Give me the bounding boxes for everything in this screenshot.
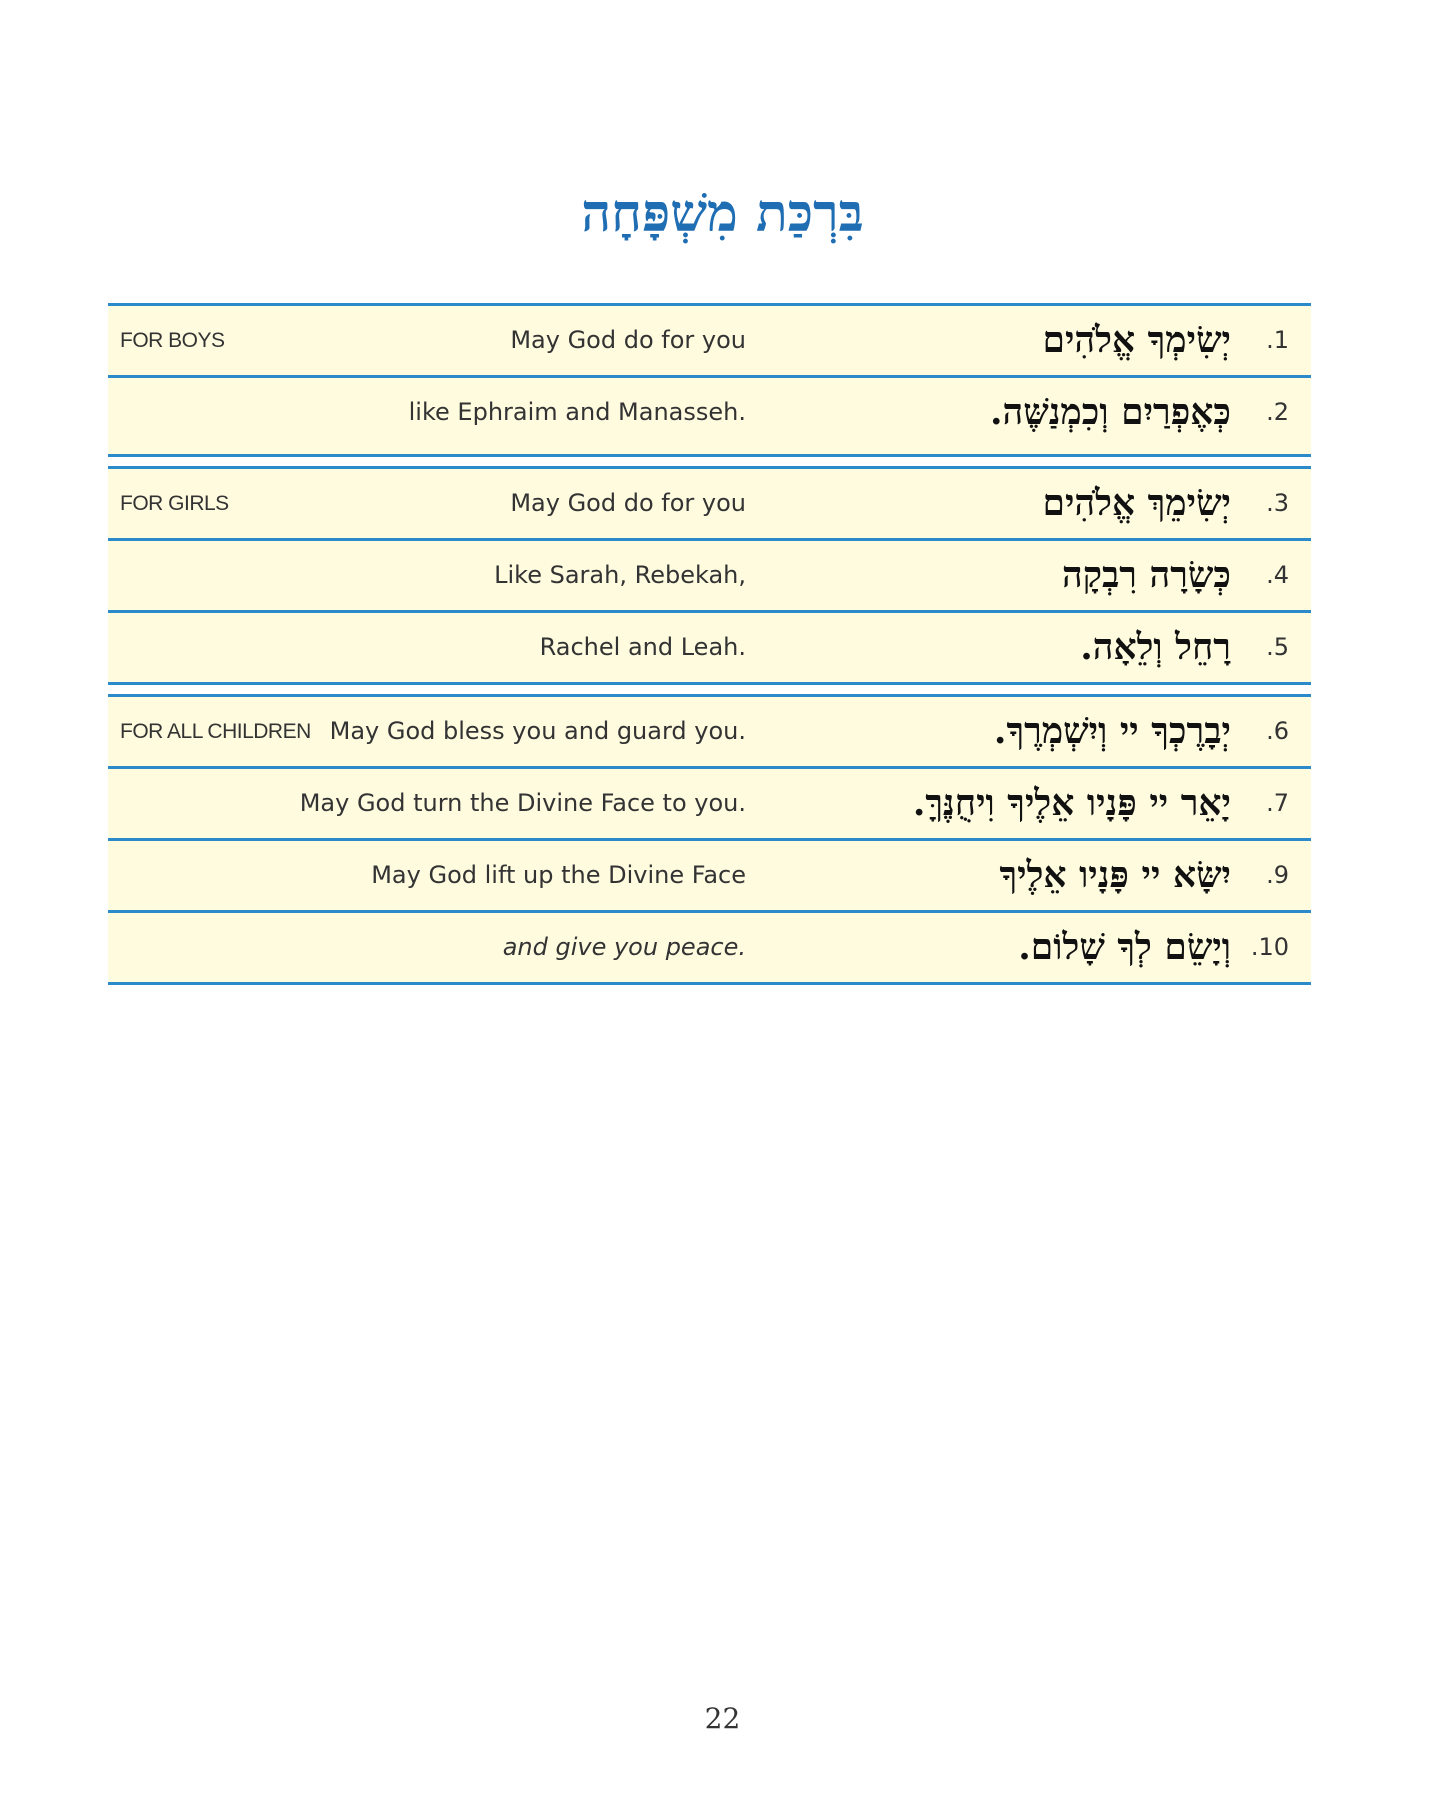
line-number: 6. — [1266, 717, 1289, 745]
group-label: FOR ALL CHILDREN — [120, 720, 311, 743]
english-line: like Ephraim and Manasseh. — [408, 398, 746, 426]
hebrew-line: רָחֵל וְלֵאָה. — [1080, 626, 1231, 668]
english-line: Like Sarah, Rebekah, — [494, 561, 746, 589]
line-number: 5. — [1266, 633, 1289, 661]
hebrew-line: יְשִׂימֵךְ אֱלֹהִים — [1042, 482, 1231, 524]
english-line: May God turn the Divine Face to you. — [299, 789, 746, 817]
hebrew-line: יָאֵר יי פָּנָיו אֵלֶיךָ וִיחֻנֶּךָּ. — [912, 782, 1231, 824]
table-row — [108, 469, 1311, 541]
table-row — [108, 613, 1311, 682]
hebrew-line: כְּאֶפְרַיִם וְכִמְנַשֶּׁה. — [990, 391, 1231, 433]
blessing-table — [108, 303, 1311, 994]
hebrew-line: כְּשָׂרָה רִבְקָה — [1061, 554, 1231, 596]
line-number: 2. — [1266, 398, 1289, 426]
page-title: בִּרְכַּת מִשְׁפָּחָה — [581, 183, 864, 244]
english-line: May God lift up the Divine Face — [371, 861, 746, 889]
page-number: 22 — [704, 1702, 741, 1735]
table-row — [108, 378, 1311, 454]
line-number: 1. — [1266, 326, 1289, 354]
table-row — [108, 541, 1311, 613]
english-line: Rachel and Leah. — [539, 633, 746, 661]
line-number: 7. — [1266, 789, 1289, 817]
hebrew-line: יְשִׂימְךָ אֱלֹהִים — [1042, 319, 1231, 361]
table-row — [108, 841, 1311, 913]
group-for-boys — [108, 303, 1311, 457]
table-row — [108, 769, 1311, 841]
hebrew-line: וְיָשֵׂם לְךָ שָׁלוֹם. — [1018, 926, 1231, 968]
table-row — [108, 697, 1311, 769]
english-line: and give you peace. — [502, 933, 746, 961]
hebrew-line: יִשָּׂא יי פָּנָיו אֵלֶיךָ — [999, 854, 1231, 896]
hebrew-line: יְבָרֶכְךָ יי וְיִשְׁמְרֶךָ. — [993, 710, 1231, 752]
table-row — [108, 306, 1311, 378]
group-label: FOR BOYS — [120, 329, 225, 352]
line-number: 10. — [1250, 933, 1289, 961]
english-line: May God bless you and guard you. — [329, 717, 746, 745]
line-number: 4. — [1266, 561, 1289, 589]
line-number: 9. — [1266, 861, 1289, 889]
group-for-all-children — [108, 694, 1311, 985]
group-label: FOR GIRLS — [120, 492, 229, 515]
english-line: May God do for you — [510, 489, 746, 517]
group-for-girls — [108, 466, 1311, 685]
english-line: May God do for you — [510, 326, 746, 354]
line-number: 3. — [1266, 489, 1289, 517]
table-row — [108, 913, 1311, 982]
